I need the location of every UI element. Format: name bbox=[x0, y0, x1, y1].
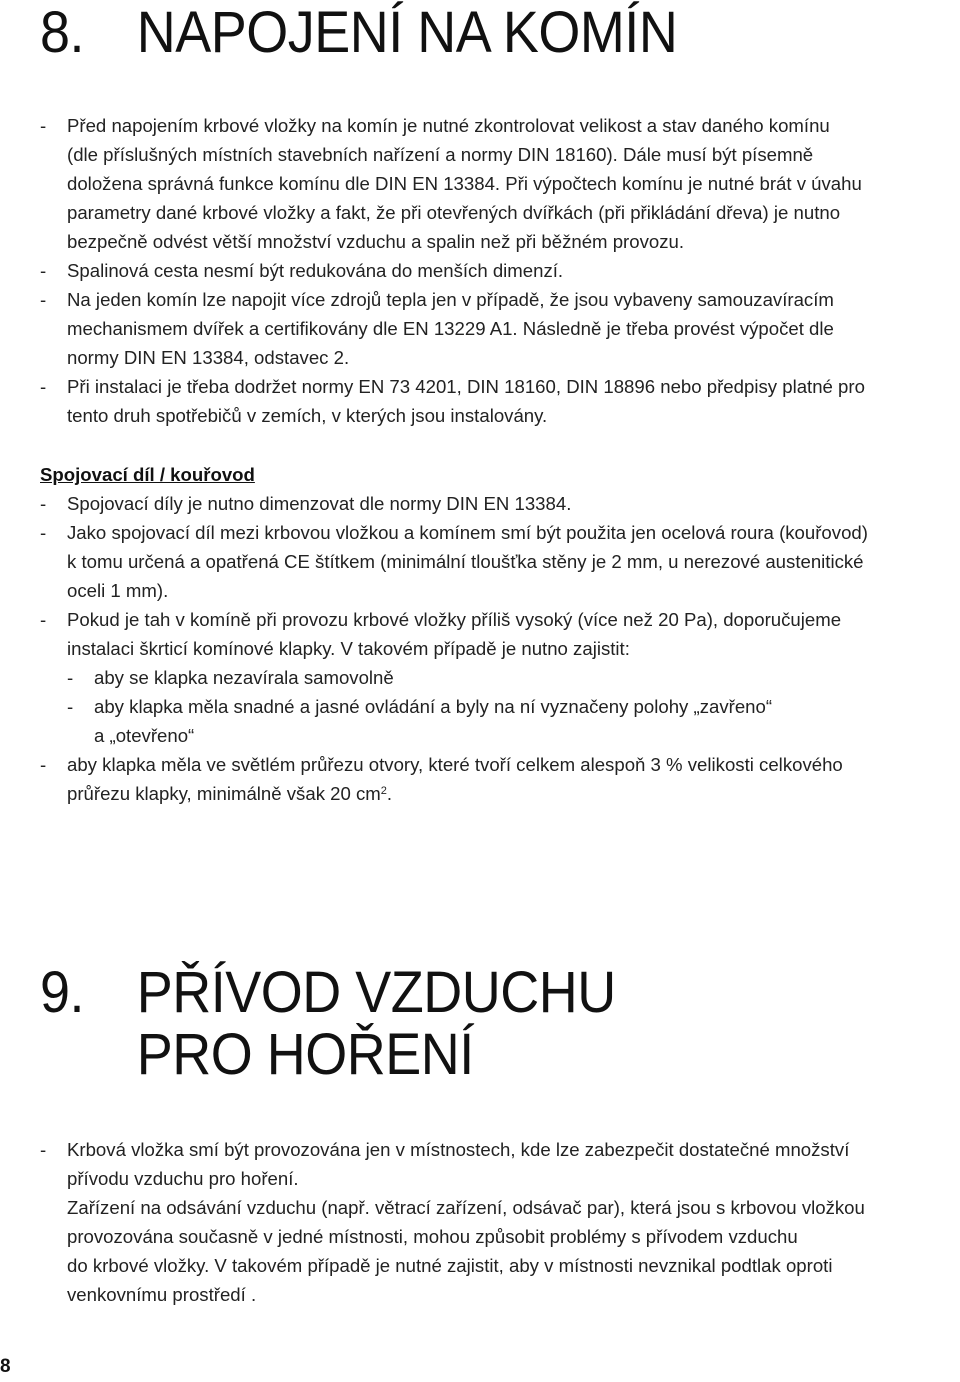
list-item-line: Na jeden komín lze napojit více zdrojů tepla jen v případě, že jsou vybaveny samouzavíracím bbox=[67, 289, 834, 310]
section-8-list bbox=[40, 111, 960, 430]
list-item-line: tento druh spotřebičů v zemích, v kterých jsou instalovány. bbox=[67, 405, 548, 426]
paragraph-line: Zařízení na odsávání vzduchu (např. větrací zařízení, odsávač par), která jsou s krbovou vložkou bbox=[67, 1197, 865, 1218]
list-item-line: k tomu určená a opatřená CE štítkem (minimální tloušťka stěny je 2 mm, u nerezové austenitické bbox=[67, 551, 864, 572]
list-item-line: Před napojením krbové vložky na komín je nutné zkontrolovat velikost a stav daného komínu bbox=[67, 115, 830, 136]
section-9-title-line-1: PŘÍVOD VZDUCHU bbox=[136, 960, 616, 1025]
paragraph-line: provozována současně v jedné místnosti, mohou způsobit problémy s přívodem vzduchu bbox=[67, 1226, 798, 1247]
list-item bbox=[40, 372, 960, 430]
subsection-connector bbox=[40, 460, 960, 808]
bullet-dash: - bbox=[40, 493, 47, 514]
superscript: 2 bbox=[380, 784, 387, 797]
list-item-line: instalaci škrticí komínové klapky. V takovém případě je nutno zajistit: bbox=[67, 638, 630, 659]
bullet-dash: - bbox=[40, 115, 47, 136]
list-item-line: doložena správná funkce komínu dle DIN EN 13384. Při výpočtech komínu je nutné brát v úvahu bbox=[67, 173, 862, 194]
list-item-line: aby klapka měla snadné a jasné ovládání a byly na ní vyznačeny polohy „zavřeno“ bbox=[94, 696, 773, 717]
list-item bbox=[40, 1135, 960, 1193]
section-9-number: 9. bbox=[40, 960, 85, 1025]
list-item-line: přívodu vzduchu pro hoření. bbox=[67, 1168, 299, 1189]
bullet-dash: - bbox=[40, 754, 47, 775]
subsection-title: Spojovací díl / kouřovod bbox=[40, 464, 255, 485]
list-item-line: a „otevřeno“ bbox=[94, 725, 195, 746]
page-number: 8 bbox=[0, 1356, 11, 1377]
list-item bbox=[67, 692, 960, 750]
bullet-dash: - bbox=[67, 667, 74, 688]
list-item-line: (dle příslušných místních stavebních nařízení a normy DIN 18160). Dále musí být písemně bbox=[67, 144, 814, 165]
bullet-dash: - bbox=[40, 260, 47, 281]
list-item bbox=[40, 750, 960, 808]
list-item bbox=[40, 285, 960, 372]
list-item-line: Spojovací díly je nutno dimenzovat dle normy DIN EN 13384. bbox=[67, 493, 572, 514]
section-8-heading bbox=[40, 0, 678, 65]
section-8-title: NAPOJENÍ NA KOMÍN bbox=[136, 0, 678, 65]
list-item-line: aby klapka měla ve světlém průřezu otvory, které tvoří celkem alespoň 3 % velikosti celkového bbox=[67, 754, 843, 775]
list-item-line: Krbová vložka smí být provozována jen v místnostech, kde lze zabezpečit dostatečné množství bbox=[67, 1139, 850, 1160]
list-item-line: parametry dané krbové vložky a fakt, že při otevřených dvířkách (při přikládání dřeva) je nutno bbox=[67, 202, 841, 223]
list-item-line: aby se klapka nezavírala samovolně bbox=[94, 667, 394, 688]
bullet-dash: - bbox=[40, 376, 47, 397]
section-9-list bbox=[40, 1135, 960, 1309]
section-9-heading bbox=[40, 962, 616, 1086]
list-item-line: Spalinová cesta nesmí být redukována do menších dimenzí. bbox=[67, 260, 564, 281]
section-9-title-line-2: PRO HOŘENÍ bbox=[136, 1022, 474, 1087]
list-item bbox=[40, 489, 960, 518]
bullet-dash: - bbox=[40, 522, 47, 543]
bullet-dash: - bbox=[67, 696, 74, 717]
bullet-dash: - bbox=[40, 609, 47, 630]
list-item bbox=[40, 518, 960, 605]
list-item-line: mechanismem dvířek a certifikovány dle EN 13229 A1. Následně je třeba provést výpočet dle bbox=[67, 318, 834, 339]
list-item-line: oceli 1 mm). bbox=[67, 580, 169, 601]
list-item bbox=[40, 256, 960, 285]
subsection-list bbox=[40, 489, 960, 808]
list-item-line: průřezu klapky, minimálně však 20 $cm^2$. bbox=[67, 783, 393, 804]
list-item bbox=[40, 605, 960, 663]
bullet-dash: - bbox=[40, 1139, 47, 1160]
list-item-line: Pokud je tah v komíně při provozu krbové vložky příliš vysoký (více než 20 Pa), doporučujeme bbox=[67, 609, 842, 630]
list-item-line: normy DIN EN 13384, odstavec 2. bbox=[67, 347, 350, 368]
section-8-number: 8. bbox=[40, 0, 85, 65]
bullet-dash: - bbox=[40, 289, 47, 310]
list-item-line: Jako spojovací díl mezi krbovou vložkou a komínem smí být použita jen ocelová roura (kouřovod) bbox=[67, 522, 868, 543]
list-item bbox=[40, 111, 960, 256]
list-item-line: bezpečně odvést větší množství vzduchu a spalin než při běžném provozu. bbox=[67, 231, 685, 252]
paragraph-line: venkovnímu prostředí . bbox=[67, 1284, 257, 1305]
section-9-title bbox=[137, 962, 616, 1086]
list-item-tail: . bbox=[386, 783, 393, 804]
list-item bbox=[67, 663, 960, 692]
paragraph-line: do krbové vložky. V takovém případě je nutné zajistit, aby v místnosti nevznikal podtlak oproti bbox=[67, 1255, 833, 1276]
list-item-line: Při instalaci je třeba dodržet normy EN 73 4201, DIN 18160, DIN 18896 nebo předpisy platné pro bbox=[67, 376, 865, 397]
